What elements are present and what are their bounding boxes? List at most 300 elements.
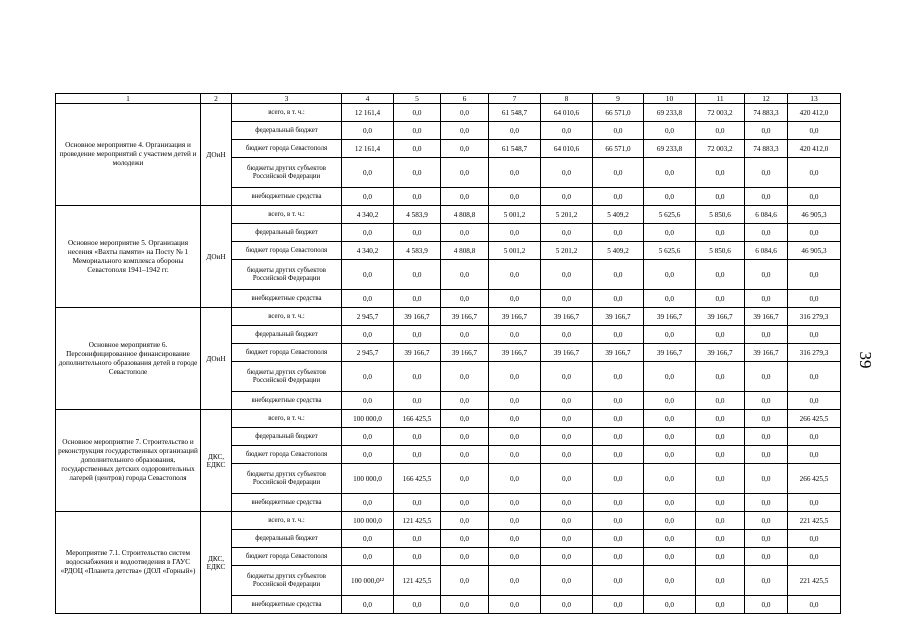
value-cell: 0,0	[541, 428, 593, 446]
value-cell: 64 010,6	[541, 104, 593, 122]
value-cell: 0,0	[788, 326, 841, 344]
value-cell: 0,0	[342, 596, 394, 614]
executor-cell: ДОиН	[201, 308, 232, 410]
value-cell: 0,0	[644, 362, 696, 392]
value-cell: 0,0	[342, 260, 394, 290]
value-cell: 0,0	[541, 566, 593, 596]
value-cell: 0,0	[441, 290, 489, 308]
value-cell: 0,0	[394, 122, 441, 140]
value-cell: 66 571,0	[593, 104, 644, 122]
value-cell: 0,0	[745, 494, 788, 512]
column-header-13: 13	[788, 94, 841, 104]
value-cell: 39 166,7	[394, 308, 441, 326]
value-cell: 0,0	[441, 362, 489, 392]
value-cell: 316 279,3	[788, 344, 841, 362]
column-header-5: 5	[394, 94, 441, 104]
value-cell: 0,0	[441, 188, 489, 206]
value-cell: 0,0	[441, 224, 489, 242]
value-cell: 0,0	[696, 122, 745, 140]
value-cell: 166 425,5	[394, 464, 441, 494]
value-cell: 0,0	[788, 362, 841, 392]
value-cell: 0,0	[541, 446, 593, 464]
value-cell: 0,0	[441, 260, 489, 290]
value-cell: 0,0	[745, 326, 788, 344]
funding-source-cell: внебюджетные средства	[232, 290, 342, 308]
value-cell: 0,0	[593, 158, 644, 188]
value-cell: 0,0	[788, 494, 841, 512]
column-header-4: 4	[342, 94, 394, 104]
funding-source-cell: федеральный бюджет	[232, 428, 342, 446]
value-cell: 0,0	[593, 326, 644, 344]
value-cell: 0,0	[593, 530, 644, 548]
value-cell: 39 166,7	[644, 308, 696, 326]
executor-cell: ДКС, ЕДКС	[201, 410, 232, 512]
value-cell: 100 000,0	[342, 512, 394, 530]
value-cell: 0,0	[745, 428, 788, 446]
value-cell: 0,0	[745, 512, 788, 530]
value-cell: 4 340,2	[342, 242, 394, 260]
value-cell: 0,0	[541, 596, 593, 614]
value-cell: 0,0	[745, 224, 788, 242]
value-cell: 0,0	[394, 158, 441, 188]
value-cell: 0,0	[489, 392, 541, 410]
funding-source-cell: бюджеты других субъектов Российской Федерации	[232, 260, 342, 290]
value-cell: 0,0	[541, 122, 593, 140]
value-cell: 420 412,0	[788, 104, 841, 122]
value-cell: 0,0	[441, 104, 489, 122]
value-cell: 0,0	[644, 224, 696, 242]
value-cell: 0,0	[489, 326, 541, 344]
value-cell: 0,0	[745, 290, 788, 308]
value-cell: 0,0	[441, 158, 489, 188]
value-cell: 0,0	[644, 548, 696, 566]
value-cell: 221 425,5	[788, 566, 841, 596]
value-cell: 0,0	[644, 158, 696, 188]
value-cell: 0,0	[394, 140, 441, 158]
value-cell: 39 166,7	[441, 344, 489, 362]
value-cell: 39 166,7	[441, 308, 489, 326]
value-cell: 5 625,6	[644, 242, 696, 260]
value-cell: 0,0	[696, 290, 745, 308]
value-cell: 0,0	[644, 260, 696, 290]
value-cell: 74 883,3	[745, 140, 788, 158]
value-cell: 100 000,0¹²	[342, 566, 394, 596]
value-cell: 0,0	[644, 494, 696, 512]
value-cell: 0,0	[489, 512, 541, 530]
value-cell: 0,0	[696, 464, 745, 494]
value-cell: 0,0	[541, 530, 593, 548]
value-cell: 0,0	[593, 596, 644, 614]
value-cell: 0,0	[745, 410, 788, 428]
value-cell: 0,0	[745, 260, 788, 290]
value-cell: 0,0	[788, 260, 841, 290]
value-cell: 0,0	[696, 410, 745, 428]
value-cell: 5 201,2	[541, 206, 593, 224]
value-cell: 0,0	[342, 548, 394, 566]
value-cell: 0,0	[441, 464, 489, 494]
funding-source-cell: бюджеты других субъектов Российской Федерации	[232, 566, 342, 596]
column-header-10: 10	[644, 94, 696, 104]
value-cell: 266 425,5	[788, 464, 841, 494]
value-cell: 0,0	[745, 596, 788, 614]
table-row	[56, 512, 841, 530]
funding-source-cell: федеральный бюджет	[232, 224, 342, 242]
value-cell: 0,0	[342, 362, 394, 392]
value-cell: 0,0	[644, 410, 696, 428]
value-cell: 0,0	[788, 158, 841, 188]
value-cell: 0,0	[644, 290, 696, 308]
value-cell: 4 583,9	[394, 206, 441, 224]
value-cell: 0,0	[489, 410, 541, 428]
value-cell: 66 571,0	[593, 140, 644, 158]
funding-source-cell: федеральный бюджет	[232, 530, 342, 548]
value-cell: 69 233,8	[644, 140, 696, 158]
value-cell: 0,0	[745, 158, 788, 188]
value-cell: 0,0	[394, 290, 441, 308]
value-cell: 0,0	[489, 464, 541, 494]
funding-source-cell: бюджеты других субъектов Российской Федерации	[232, 464, 342, 494]
value-cell: 0,0	[394, 596, 441, 614]
value-cell: 0,0	[342, 428, 394, 446]
value-cell: 0,0	[644, 566, 696, 596]
value-cell: 0,0	[342, 290, 394, 308]
value-cell: 0,0	[788, 428, 841, 446]
value-cell: 39 166,7	[394, 344, 441, 362]
funding-source-cell: бюджет города Севастополя	[232, 140, 342, 158]
value-cell: 0,0	[644, 188, 696, 206]
value-cell: 0,0	[593, 122, 644, 140]
value-cell: 0,0	[441, 566, 489, 596]
value-cell: 0,0	[394, 260, 441, 290]
value-cell: 0,0	[745, 188, 788, 206]
value-cell: 0,0	[489, 260, 541, 290]
funding-source-cell: внебюджетные средства	[232, 188, 342, 206]
value-cell: 0,0	[489, 530, 541, 548]
value-cell: 0,0	[644, 326, 696, 344]
column-header-11: 11	[696, 94, 745, 104]
funding-source-cell: бюджет города Севастополя	[232, 344, 342, 362]
value-cell: 0,0	[696, 260, 745, 290]
funding-source-cell: федеральный бюджет	[232, 326, 342, 344]
value-cell: 0,0	[441, 596, 489, 614]
value-cell: 0,0	[788, 122, 841, 140]
value-cell: 72 003,2	[696, 140, 745, 158]
header-row	[56, 94, 841, 104]
value-cell: 0,0	[593, 566, 644, 596]
value-cell: 5 001,2	[489, 206, 541, 224]
value-cell: 0,0	[394, 392, 441, 410]
value-cell: 0,0	[644, 530, 696, 548]
value-cell: 0,0	[541, 362, 593, 392]
column-header-12: 12	[745, 94, 788, 104]
value-cell: 39 166,7	[696, 344, 745, 362]
value-cell: 0,0	[788, 446, 841, 464]
value-cell: 0,0	[342, 188, 394, 206]
value-cell: 0,0	[441, 392, 489, 410]
value-cell: 0,0	[644, 122, 696, 140]
value-cell: 316 279,3	[788, 308, 841, 326]
value-cell: 5 409,2	[593, 242, 644, 260]
value-cell: 46 905,3	[788, 242, 841, 260]
value-cell: 0,0	[696, 158, 745, 188]
value-cell: 0,0	[541, 410, 593, 428]
value-cell: 0,0	[644, 596, 696, 614]
value-cell: 0,0	[394, 362, 441, 392]
budget-table-container	[55, 93, 840, 614]
value-cell: 0,0	[489, 188, 541, 206]
value-cell: 0,0	[696, 530, 745, 548]
value-cell: 0,0	[489, 428, 541, 446]
value-cell: 0,0	[342, 224, 394, 242]
column-header-7: 7	[489, 94, 541, 104]
value-cell: 0,0	[593, 410, 644, 428]
funding-source-cell: федеральный бюджет	[232, 122, 342, 140]
page-number: 39	[856, 351, 875, 369]
funding-source-cell: внебюджетные средства	[232, 392, 342, 410]
value-cell: 0,0	[696, 428, 745, 446]
value-cell: 0,0	[441, 494, 489, 512]
value-cell: 0,0	[441, 428, 489, 446]
value-cell: 0,0	[489, 362, 541, 392]
value-cell: 0,0	[489, 446, 541, 464]
value-cell: 0,0	[489, 158, 541, 188]
value-cell: 0,0	[441, 122, 489, 140]
value-cell: 0,0	[593, 260, 644, 290]
value-cell: 69 233,8	[644, 104, 696, 122]
value-cell: 0,0	[342, 326, 394, 344]
value-cell: 0,0	[788, 596, 841, 614]
value-cell: 0,0	[394, 326, 441, 344]
funding-source-cell: всего, в т. ч.:	[232, 308, 342, 326]
executor-cell: ДОиН	[201, 206, 232, 308]
value-cell: 0,0	[541, 494, 593, 512]
value-cell: 5 850,6	[696, 242, 745, 260]
value-cell: 0,0	[696, 512, 745, 530]
value-cell: 0,0	[593, 290, 644, 308]
value-cell: 0,0	[441, 140, 489, 158]
value-cell: 0,0	[696, 392, 745, 410]
value-cell: 0,0	[541, 512, 593, 530]
column-header-1: 1	[56, 94, 201, 104]
funding-source-cell: бюджет города Севастополя	[232, 242, 342, 260]
value-cell: 0,0	[788, 224, 841, 242]
value-cell: 121 425,5	[394, 512, 441, 530]
value-cell: 39 166,7	[644, 344, 696, 362]
value-cell: 100 000,0	[342, 464, 394, 494]
value-cell: 0,0	[593, 548, 644, 566]
value-cell: 39 166,7	[541, 344, 593, 362]
value-cell: 0,0	[342, 494, 394, 512]
value-cell: 39 166,7	[593, 344, 644, 362]
value-cell: 0,0	[394, 446, 441, 464]
funding-source-cell: бюджет города Севастополя	[232, 548, 342, 566]
value-cell: 6 084,6	[745, 206, 788, 224]
value-cell: 0,0	[593, 428, 644, 446]
value-cell: 0,0	[489, 290, 541, 308]
value-cell: 4 808,8	[441, 242, 489, 260]
value-cell: 46 905,3	[788, 206, 841, 224]
value-cell: 0,0	[593, 464, 644, 494]
value-cell: 0,0	[696, 596, 745, 614]
value-cell: 4 583,9	[394, 242, 441, 260]
value-cell: 0,0	[441, 530, 489, 548]
value-cell: 0,0	[644, 464, 696, 494]
activity-name-cell: Основное мероприятие 5. Организация несения «Вахты памяти» на Посту № 1 Мемориального комплекса обороны Севастополя 1941–1942 гг.	[56, 206, 201, 308]
value-cell: 0,0	[788, 188, 841, 206]
value-cell: 0,0	[541, 326, 593, 344]
value-cell: 39 166,7	[541, 308, 593, 326]
budget-table	[55, 93, 841, 614]
funding-source-cell: всего, в т. ч.:	[232, 206, 342, 224]
value-cell: 0,0	[342, 530, 394, 548]
value-cell: 0,0	[394, 494, 441, 512]
value-cell: 0,0	[644, 392, 696, 410]
funding-source-cell: внебюджетные средства	[232, 596, 342, 614]
value-cell: 0,0	[441, 446, 489, 464]
value-cell: 0,0	[541, 392, 593, 410]
value-cell: 0,0	[541, 224, 593, 242]
value-cell: 0,0	[441, 548, 489, 566]
activity-name-cell: Мероприятие 7.1. Строительство систем водоснабжения и водоотведения в ГАУС «РДОЦ «Планета детства» (ДОЛ «Горный»)	[56, 512, 201, 614]
value-cell: 0,0	[541, 158, 593, 188]
value-cell: 0,0	[696, 494, 745, 512]
value-cell: 0,0	[489, 224, 541, 242]
value-cell: 0,0	[541, 290, 593, 308]
value-cell: 0,0	[593, 224, 644, 242]
funding-source-cell: всего, в т. ч.:	[232, 104, 342, 122]
column-header-3: 3	[232, 94, 342, 104]
value-cell: 0,0	[342, 392, 394, 410]
value-cell: 4 808,8	[441, 206, 489, 224]
value-cell: 39 166,7	[745, 344, 788, 362]
value-cell: 5 850,6	[696, 206, 745, 224]
value-cell: 0,0	[489, 548, 541, 566]
value-cell: 266 425,5	[788, 410, 841, 428]
value-cell: 39 166,7	[745, 308, 788, 326]
value-cell: 5 201,2	[541, 242, 593, 260]
value-cell: 39 166,7	[696, 308, 745, 326]
value-cell: 0,0	[593, 494, 644, 512]
value-cell: 0,0	[441, 410, 489, 428]
value-cell: 0,0	[696, 362, 745, 392]
value-cell: 0,0	[788, 530, 841, 548]
value-cell: 0,0	[489, 596, 541, 614]
value-cell: 0,0	[696, 548, 745, 566]
value-cell: 0,0	[696, 188, 745, 206]
value-cell: 0,0	[696, 224, 745, 242]
value-cell: 0,0	[696, 566, 745, 596]
value-cell: 0,0	[342, 158, 394, 188]
activity-name-cell: Основное мероприятие 4. Организация и проведение мероприятий с участием детей и молодежи	[56, 104, 201, 206]
column-header-9: 9	[593, 94, 644, 104]
column-header-8: 8	[541, 94, 593, 104]
activity-name-cell: Основное мероприятие 7. Строительство и реконструкция государственных организаций дополнительного образования, государственных детских оздоровительных лагерей (центров) города Севастополя	[56, 410, 201, 512]
funding-source-cell: бюджет города Севастополя	[232, 446, 342, 464]
value-cell: 0,0	[593, 362, 644, 392]
value-cell: 0,0	[342, 122, 394, 140]
value-cell: 0,0	[696, 446, 745, 464]
value-cell: 0,0	[788, 290, 841, 308]
value-cell: 6 084,6	[745, 242, 788, 260]
value-cell: 0,0	[745, 446, 788, 464]
value-cell: 420 412,0	[788, 140, 841, 158]
value-cell: 64 010,6	[541, 140, 593, 158]
value-cell: 0,0	[745, 464, 788, 494]
value-cell: 0,0	[745, 548, 788, 566]
value-cell: 39 166,7	[593, 308, 644, 326]
value-cell: 5 001,2	[489, 242, 541, 260]
table-row	[56, 104, 841, 122]
value-cell: 74 883,3	[745, 104, 788, 122]
value-cell: 4 340,2	[342, 206, 394, 224]
column-header-6: 6	[441, 94, 489, 104]
column-header-2: 2	[201, 94, 232, 104]
table-row	[56, 410, 841, 428]
funding-source-cell: бюджеты других субъектов Российской Федерации	[232, 158, 342, 188]
value-cell: 0,0	[541, 464, 593, 494]
value-cell: 0,0	[441, 512, 489, 530]
value-cell: 0,0	[394, 530, 441, 548]
value-cell: 5 409,2	[593, 206, 644, 224]
value-cell: 0,0	[644, 446, 696, 464]
value-cell: 0,0	[788, 548, 841, 566]
value-cell: 0,0	[593, 512, 644, 530]
value-cell: 72 003,2	[696, 104, 745, 122]
value-cell: 0,0	[394, 548, 441, 566]
value-cell: 0,0	[696, 326, 745, 344]
table-row	[56, 206, 841, 224]
value-cell: 0,0	[489, 122, 541, 140]
value-cell: 2 945,7	[342, 308, 394, 326]
table-row	[56, 308, 841, 326]
funding-source-cell: всего, в т. ч.:	[232, 512, 342, 530]
value-cell: 0,0	[489, 566, 541, 596]
funding-source-cell: всего, в т. ч.:	[232, 410, 342, 428]
value-cell: 0,0	[394, 224, 441, 242]
value-cell: 0,0	[394, 104, 441, 122]
value-cell: 61 548,7	[489, 140, 541, 158]
value-cell: 2 945,7	[342, 344, 394, 362]
value-cell: 0,0	[593, 392, 644, 410]
value-cell: 0,0	[441, 326, 489, 344]
value-cell: 12 161,4	[342, 140, 394, 158]
value-cell: 0,0	[394, 428, 441, 446]
value-cell: 0,0	[644, 428, 696, 446]
value-cell: 0,0	[489, 494, 541, 512]
value-cell: 39 166,7	[489, 308, 541, 326]
value-cell: 12 161,4	[342, 104, 394, 122]
value-cell: 0,0	[745, 566, 788, 596]
value-cell: 0,0	[394, 188, 441, 206]
value-cell: 0,0	[541, 260, 593, 290]
value-cell: 61 548,7	[489, 104, 541, 122]
value-cell: 0,0	[745, 530, 788, 548]
value-cell: 5 625,6	[644, 206, 696, 224]
value-cell: 0,0	[788, 392, 841, 410]
value-cell: 0,0	[541, 548, 593, 566]
table-body	[56, 94, 841, 614]
value-cell: 221 425,5	[788, 512, 841, 530]
value-cell: 0,0	[644, 512, 696, 530]
value-cell: 39 166,7	[489, 344, 541, 362]
activity-name-cell: Основное мероприятие 6. Персонифицированное финансирование дополнительного образования детей в городе Севастополе	[56, 308, 201, 410]
executor-cell: ДКС, ЕДКС	[201, 512, 232, 614]
value-cell: 121 425,5	[394, 566, 441, 596]
value-cell: 0,0	[745, 122, 788, 140]
value-cell: 0,0	[745, 362, 788, 392]
value-cell: 100 000,0	[342, 410, 394, 428]
value-cell: 0,0	[593, 188, 644, 206]
